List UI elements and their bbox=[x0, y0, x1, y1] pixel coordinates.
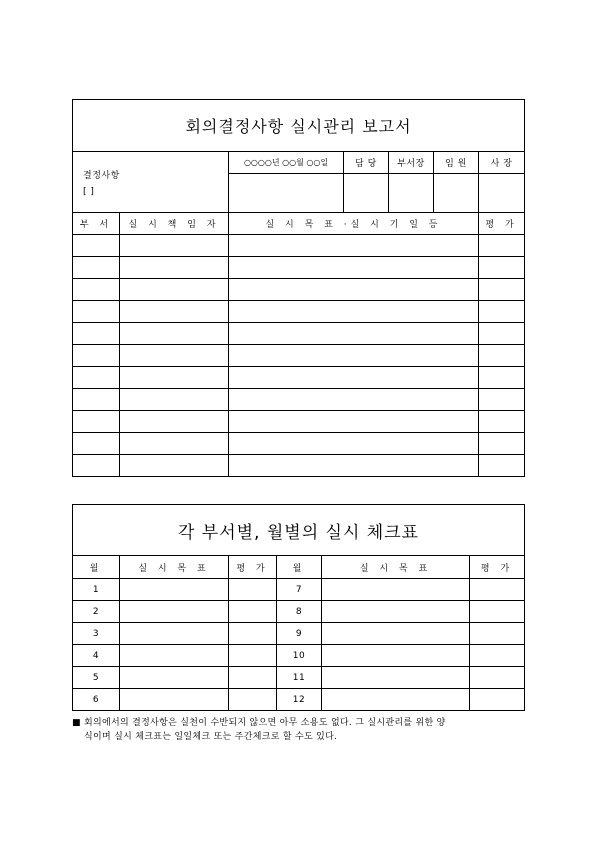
approval-sign-box bbox=[389, 174, 434, 213]
blank-cell bbox=[73, 433, 120, 455]
decision-label: 결정사항 bbox=[83, 170, 120, 181]
month-cell: 12 bbox=[277, 689, 322, 711]
blank-cell bbox=[73, 455, 120, 477]
column-header: 평 가 bbox=[479, 213, 525, 235]
blank-cell bbox=[120, 367, 229, 389]
month-cell: 6 bbox=[73, 689, 120, 711]
approval-label: 담 당 bbox=[344, 152, 389, 174]
month-cell: 1 bbox=[73, 579, 120, 601]
table-row bbox=[73, 389, 525, 411]
approval-label: 부서장 bbox=[389, 152, 434, 174]
month-cell: 8 bbox=[277, 601, 322, 623]
blank-cell bbox=[229, 301, 479, 323]
month-cell: 10 bbox=[277, 645, 322, 667]
blank-cell bbox=[479, 411, 525, 433]
approval-sign-box bbox=[479, 174, 525, 213]
blank-cell bbox=[479, 257, 525, 279]
blank-cell bbox=[120, 345, 229, 367]
approval-sign-box bbox=[434, 174, 479, 213]
blank-cell bbox=[229, 257, 479, 279]
blank-cell bbox=[322, 689, 470, 711]
month-cell: 9 bbox=[277, 623, 322, 645]
report-table bbox=[72, 99, 525, 477]
blank-cell bbox=[479, 433, 525, 455]
blank-cell bbox=[120, 323, 229, 345]
checklist-table bbox=[72, 504, 525, 711]
blank-cell bbox=[73, 235, 120, 257]
blank-cell bbox=[120, 301, 229, 323]
blank-cell bbox=[470, 623, 525, 645]
blank-cell bbox=[229, 433, 479, 455]
blank-cell bbox=[120, 235, 229, 257]
report-title: 회의결정사항 실시관리 보고서 bbox=[73, 100, 525, 152]
blank-cell bbox=[120, 433, 229, 455]
blank-cell bbox=[229, 174, 344, 213]
blank-cell bbox=[120, 689, 229, 711]
blank-cell bbox=[322, 601, 470, 623]
approval-label: 사 장 bbox=[479, 152, 525, 174]
month-cell: 11 bbox=[277, 667, 322, 689]
table-row bbox=[73, 301, 525, 323]
blank-cell bbox=[479, 345, 525, 367]
table-row bbox=[73, 279, 525, 301]
blank-cell bbox=[73, 411, 120, 433]
blank-cell bbox=[322, 645, 470, 667]
blank-cell bbox=[73, 279, 120, 301]
month-cell: 5 bbox=[73, 667, 120, 689]
blank-cell bbox=[229, 367, 479, 389]
blank-cell bbox=[229, 235, 479, 257]
footnote bbox=[72, 716, 527, 744]
blank-cell bbox=[229, 689, 277, 711]
blank-cell bbox=[73, 367, 120, 389]
month-cell: 4 bbox=[73, 645, 120, 667]
blank-cell bbox=[120, 279, 229, 301]
table-row bbox=[73, 667, 525, 689]
table-row bbox=[73, 257, 525, 279]
blank-cell bbox=[470, 667, 525, 689]
blank-cell bbox=[229, 323, 479, 345]
blank-cell bbox=[120, 257, 229, 279]
blank-cell bbox=[479, 301, 525, 323]
blank-cell bbox=[479, 367, 525, 389]
blank-cell bbox=[229, 623, 277, 645]
blank-cell bbox=[322, 623, 470, 645]
column-header: 부 서 bbox=[73, 213, 120, 235]
footnote-line: ■ 회의에서의 결정사항은 실천이 수반되지 않으면 아무 소용도 없다. 그 실시관리를 위한 양 bbox=[72, 718, 446, 728]
blank-cell bbox=[229, 411, 479, 433]
column-header: 실 시 목 표 bbox=[120, 556, 229, 579]
blank-cell bbox=[470, 689, 525, 711]
table-row bbox=[73, 235, 525, 257]
blank-cell bbox=[120, 389, 229, 411]
decision-cell bbox=[73, 152, 229, 213]
approval-label: 임 원 bbox=[434, 152, 479, 174]
month-cell: 7 bbox=[277, 579, 322, 601]
blank-cell bbox=[479, 389, 525, 411]
table-row bbox=[73, 367, 525, 389]
table-row bbox=[73, 411, 525, 433]
blank-cell bbox=[479, 279, 525, 301]
blank-cell bbox=[229, 667, 277, 689]
approval-sign-box bbox=[344, 174, 389, 213]
blank-cell bbox=[229, 645, 277, 667]
blank-cell bbox=[229, 601, 277, 623]
blank-cell bbox=[322, 667, 470, 689]
table-row bbox=[73, 623, 525, 645]
blank-cell bbox=[479, 235, 525, 257]
column-header: 월 bbox=[73, 556, 120, 579]
table-row bbox=[73, 689, 525, 711]
blank-cell bbox=[229, 279, 479, 301]
month-cell: 3 bbox=[73, 623, 120, 645]
blank-cell bbox=[229, 389, 479, 411]
blank-cell bbox=[120, 579, 229, 601]
column-header: 평 가 bbox=[229, 556, 277, 579]
blank-cell bbox=[479, 455, 525, 477]
blank-cell bbox=[120, 411, 229, 433]
blank-cell bbox=[120, 645, 229, 667]
date-field: ○○○○년 ○○월 ○○일 bbox=[229, 152, 344, 174]
blank-cell bbox=[120, 667, 229, 689]
column-header: 실 시 책 임 자 bbox=[120, 213, 229, 235]
blank-cell bbox=[229, 579, 277, 601]
column-header: 실 시 목 표 bbox=[322, 556, 470, 579]
blank-cell bbox=[229, 455, 479, 477]
column-header: 평 가 bbox=[470, 556, 525, 579]
blank-cell bbox=[120, 601, 229, 623]
column-header: 실 시 목 표 ·실 시 기 일 등 bbox=[229, 213, 479, 235]
blank-cell bbox=[73, 389, 120, 411]
blank-cell bbox=[73, 323, 120, 345]
table-row bbox=[73, 579, 525, 601]
blank-cell bbox=[470, 601, 525, 623]
blank-cell bbox=[470, 645, 525, 667]
decision-bracket: [ ] bbox=[83, 186, 95, 197]
month-cell: 2 bbox=[73, 601, 120, 623]
table-row bbox=[73, 645, 525, 667]
blank-cell bbox=[73, 257, 120, 279]
blank-cell bbox=[470, 579, 525, 601]
blank-cell bbox=[120, 623, 229, 645]
table-row bbox=[73, 345, 525, 367]
blank-cell bbox=[73, 345, 120, 367]
checklist-title: 각 부서별, 월별의 실시 체크표 bbox=[73, 505, 525, 556]
table-row bbox=[73, 455, 525, 477]
column-header: 월 bbox=[277, 556, 322, 579]
table-row bbox=[73, 601, 525, 623]
footnote-line: 식이며 실시 체크표는 일일체크 또는 주간체크로 할 수도 있다. bbox=[84, 732, 338, 742]
blank-cell bbox=[120, 455, 229, 477]
blank-cell bbox=[479, 323, 525, 345]
blank-cell bbox=[229, 345, 479, 367]
blank-cell bbox=[322, 579, 470, 601]
table-row bbox=[73, 323, 525, 345]
table-row bbox=[73, 433, 525, 455]
blank-cell bbox=[73, 301, 120, 323]
